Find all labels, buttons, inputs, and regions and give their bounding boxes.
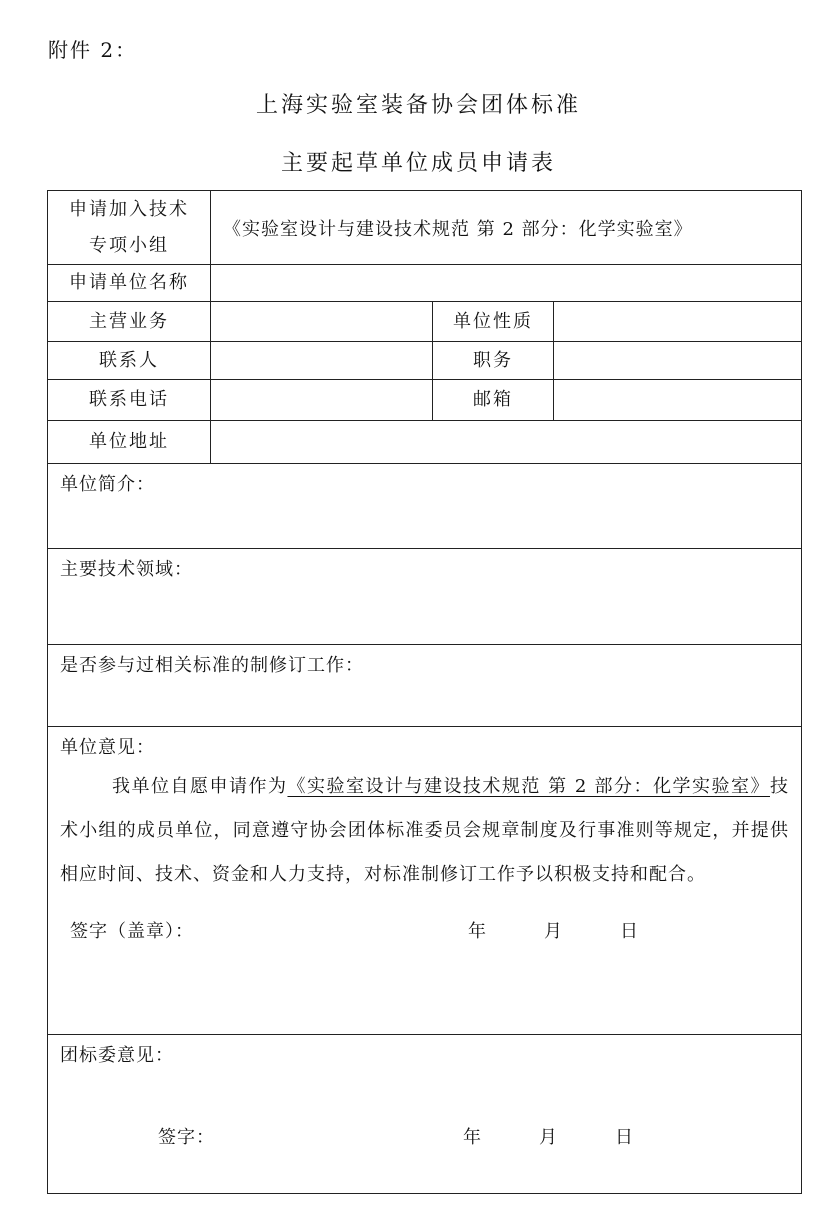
opinion-text-start: 我单位自愿申请作为 — [112, 776, 288, 797]
opinion-month: 月 — [544, 921, 563, 942]
committee-label: 团标委意见： — [60, 1045, 174, 1066]
committee-year: 年 — [463, 1127, 482, 1148]
intro-section[interactable] — [48, 464, 802, 549]
org-name-field[interactable] — [211, 265, 802, 302]
address-label: 单位地址 — [48, 421, 211, 464]
form-row-contact — [48, 342, 802, 380]
seal-label[interactable]: 签字（盖章）： — [70, 921, 194, 942]
opinion-body — [60, 765, 789, 897]
contact-field[interactable] — [211, 342, 433, 380]
group-value: 《实验室设计与建设技术规范 第 2 部分：化学实验室》 — [223, 218, 693, 240]
form-row-committee — [48, 1035, 802, 1194]
opinion-text-end: 技术小组的成员单位，同意遵守协会团体标准委员会规章制度及行事准则等规定，并提供相应时间、技术、资金和人力支持，对标准制修订工作予以积极支持和配合。 — [60, 776, 789, 885]
form-row-address — [48, 421, 802, 464]
form-row-opinion — [48, 727, 802, 1035]
phone-field[interactable] — [211, 380, 433, 421]
committee-month: 月 — [539, 1127, 558, 1148]
document-subtitle: 主要起草单位成员申请表 — [280, 151, 556, 176]
participation-label: 是否参与过相关标准的制修订工作： — [60, 655, 364, 676]
business-label: 主营业务 — [48, 302, 211, 342]
opinion-section — [48, 727, 802, 1035]
address-field[interactable] — [211, 421, 802, 464]
org-name-label: 申请单位名称 — [48, 265, 211, 302]
nature-label: 单位性质 — [433, 302, 554, 342]
group-value-cell — [211, 191, 802, 265]
tech-label: 主要技术领域： — [60, 559, 193, 580]
form-row-participation — [48, 645, 802, 727]
form-row-org-name — [48, 265, 802, 302]
application-form-table — [47, 190, 802, 1194]
position-label: 职务 — [433, 342, 554, 380]
opinion-signature-row — [60, 917, 789, 943]
opinion-year: 年 — [468, 921, 487, 942]
tech-section[interactable] — [48, 549, 802, 645]
position-field[interactable] — [554, 342, 802, 380]
sign-label[interactable]: 签字： — [158, 1127, 215, 1148]
attachment-label: 附件 2： — [48, 38, 138, 62]
email-label: 邮箱 — [433, 380, 554, 421]
document-title: 上海实验室装备协会团体标准 — [255, 93, 581, 118]
phone-label: 联系电话 — [48, 380, 211, 421]
opinion-label: 单位意见： — [60, 737, 155, 758]
form-row-phone — [48, 380, 802, 421]
email-field[interactable] — [554, 380, 802, 421]
participation-section[interactable] — [48, 645, 802, 727]
opinion-day: 日 — [620, 921, 639, 942]
form-row-tech — [48, 549, 802, 645]
business-field[interactable] — [211, 302, 433, 342]
committee-day: 日 — [615, 1127, 634, 1148]
intro-label: 单位简介： — [60, 474, 155, 495]
group-label-cell — [48, 191, 211, 265]
committee-signature-row — [60, 1123, 789, 1149]
form-row-group — [48, 191, 802, 265]
form-row-intro — [48, 464, 802, 549]
contact-label: 联系人 — [48, 342, 211, 380]
nature-field[interactable] — [554, 302, 802, 342]
committee-section — [48, 1035, 802, 1194]
form-row-business — [48, 302, 802, 342]
group-label: 申请加入技术专项小组 — [69, 198, 189, 256]
opinion-standard-name: 《实验室设计与建设技术规范 第 2 部分：化学实验室》 — [287, 776, 770, 797]
